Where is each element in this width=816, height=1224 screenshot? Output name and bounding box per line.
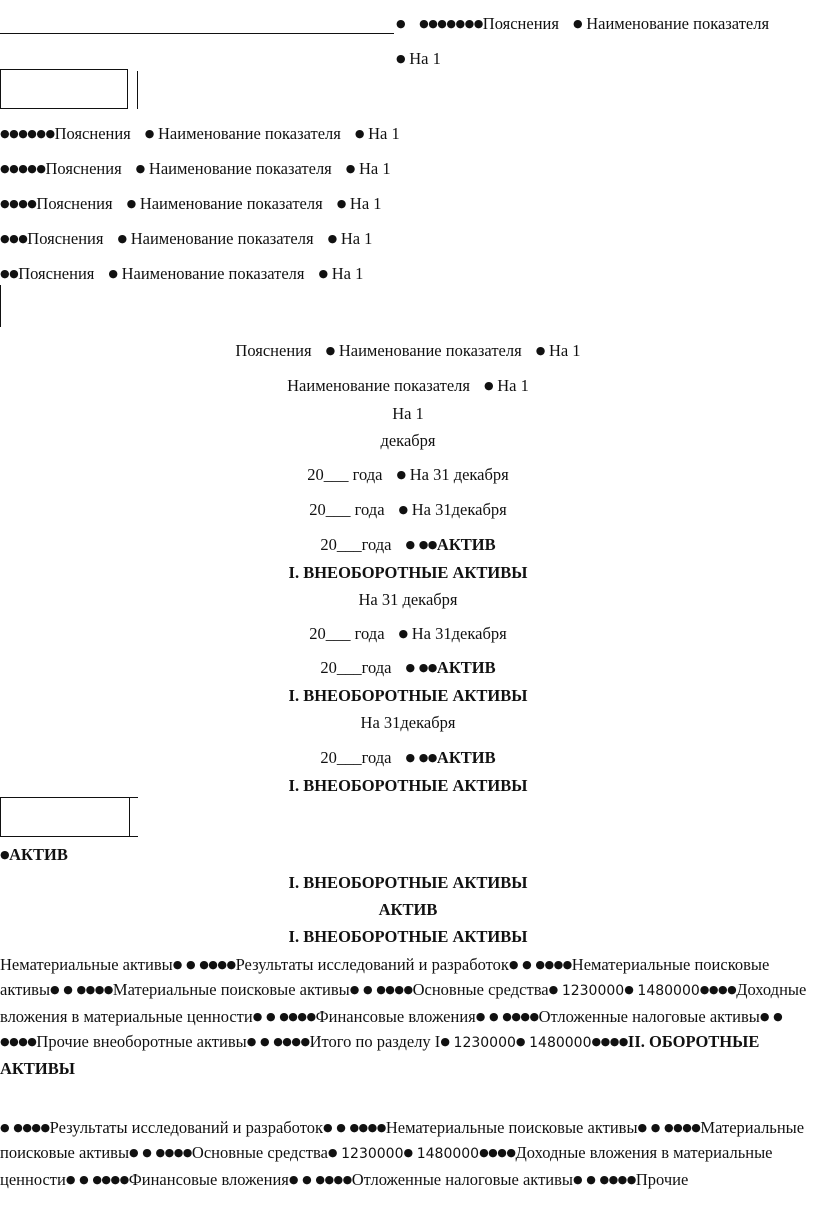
item-intangible-assets: Нематериальные активы <box>0 955 173 974</box>
value2-2: 1480000 <box>416 1146 480 1162</box>
balance-paragraph-2: ● ●●●●Результаты исследований и разработок● ● ●●●●Нематериальные поисковые активы● ● ●●●●Материальные поисковые активы● ● ●●●●Основные средства● 1230000● 1480000●●●●Доходные вложения в материальные ценности● ● ●●●●Финансовые вложения● ● ●●●●Отложенные налоговые активы● ● ●●●●Прочие <box>0 1118 805 1189</box>
section-heading-3: I. ВНЕОБОРОТНЫЕ АКТИВЫ <box>288 776 528 795</box>
header-line-2: ● На 1 <box>396 49 441 68</box>
item2-deferred-tax: Отложенные налоговые активы <box>351 1170 573 1189</box>
header-line-1: ● ●●●●●●●Пояснения ● Наименование показателя <box>396 14 770 33</box>
year-row-5: 20___года ● ●●АКТИВ <box>320 658 496 677</box>
item-fixed-assets: Основные средства <box>412 980 549 999</box>
year-row-6: 20___года ● ●●АКТИВ <box>320 748 496 767</box>
item-deferred-tax: Отложенные налоговые активы <box>538 1007 760 1026</box>
item-tangible-exploration: Материальные поисковые активы <box>112 980 350 999</box>
item-research: Результаты исследований и разработок <box>235 955 509 974</box>
item2-financial-investments: Финансовые вложения <box>128 1170 289 1189</box>
on31dec-2: На 31декабря <box>360 713 456 732</box>
year-row-2: 20___ года ● На 31декабря <box>309 500 507 519</box>
item2-research: Результаты исследований и разработок <box>49 1118 323 1137</box>
left-rule <box>0 285 1 327</box>
box-1 <box>0 69 128 109</box>
value-4: 1480000 <box>529 1035 592 1051</box>
center-december: декабря <box>380 431 436 450</box>
section-heading-4: I. ВНЕОБОРОТНЫЕ АКТИВЫ <box>288 873 528 892</box>
item-financial-investments: Финансовые вложения <box>315 1007 476 1026</box>
section-heading-1: I. ВНЕОБОРОТНЫЕ АКТИВЫ <box>288 563 528 582</box>
center-row-explanations: Пояснения ● Наименование показателя ● На 1 <box>235 341 581 360</box>
center-on1: На 1 <box>392 404 424 423</box>
balance-paragraph-1: Нематериальные активы● ● ●●●●Результаты исследований и разработок● ● ●●●●Нематериальные поисковые активы● ● ●●●●Материальные поисковые активы● ● ●●●●Основные средства● 1230000● 1480000●●●●Доходные вложения в материальные ценности● ● ●●●●Финансовые вложения● ● ●●●●Отложенные налоговые активы● ● ●●●●Прочие внеоборотные активы● ● ●●●●Итого по разделу I● 1230000● 1480000●●●●II. ОБОРОТНЫЕ АКТИВЫ <box>0 955 807 1078</box>
year-row-3: 20___года ● ●●АКТИВ <box>320 535 496 554</box>
item2-intangible-exploration: Нематериальные поисковые активы <box>385 1118 638 1137</box>
row-4dots: ●●●●Пояснения ● Наименование показателя ● На 1 <box>0 194 382 213</box>
item2-fixed-assets: Основные средства <box>191 1143 328 1162</box>
item-other-noncurrent: Прочие внеоборотные активы <box>36 1032 247 1051</box>
on31dec-1: На 31 декабря <box>358 590 458 609</box>
asset-left: ●АКТИВ <box>0 845 68 864</box>
item-intangible-exploration: Нематериальные поисковые активы <box>0 955 770 999</box>
item2-tangible-exploration: Материальные поисковые активы <box>0 1118 805 1162</box>
year-row-4: 20___ года ● На 31декабря <box>309 624 507 643</box>
value-2: 1480000 <box>637 983 700 999</box>
item2-investments-material: Доходные вложения в материальные ценности <box>0 1143 773 1189</box>
top-rule <box>0 33 394 34</box>
value-1: 1230000 <box>561 983 625 999</box>
box-2-tail-top <box>128 797 138 798</box>
section-heading-5: I. ВНЕОБОРОТНЫЕ АКТИВЫ <box>288 927 528 946</box>
item2-other: Прочие <box>635 1170 689 1189</box>
box-1-side-rule <box>137 71 138 109</box>
heading-current-assets: II. ОБОРОТНЫЕ АКТИВЫ <box>0 1032 760 1078</box>
section-heading-2: I. ВНЕОБОРОТНЫЕ АКТИВЫ <box>288 686 528 705</box>
value-3: 1230000 <box>453 1035 516 1051</box>
center-row-indicator: Наименование показателя ● На 1 <box>287 376 529 395</box>
box-2 <box>0 797 130 837</box>
value2-1: 1230000 <box>341 1146 404 1162</box>
row-5dots: ●●●●●Пояснения ● Наименование показателя ● На 1 <box>0 159 391 178</box>
box-2-tail-bottom <box>128 836 138 837</box>
year-row-1: 20___ года ● На 31 декабря <box>307 465 509 484</box>
row-3dots: ●●●Пояснения ● Наименование показателя ● На 1 <box>0 229 373 248</box>
row-6dots: ●●●●●●Пояснения ● Наименование показателя ● На 1 <box>0 124 400 143</box>
asset-center: АКТИВ <box>378 900 438 919</box>
row-2dots: ●●Пояснения ● Наименование показателя ● На 1 <box>0 264 364 283</box>
item-total-section-1: Итого по разделу I <box>309 1032 441 1051</box>
item-investments-material: Доходные вложения в материальные ценности <box>0 980 807 1026</box>
